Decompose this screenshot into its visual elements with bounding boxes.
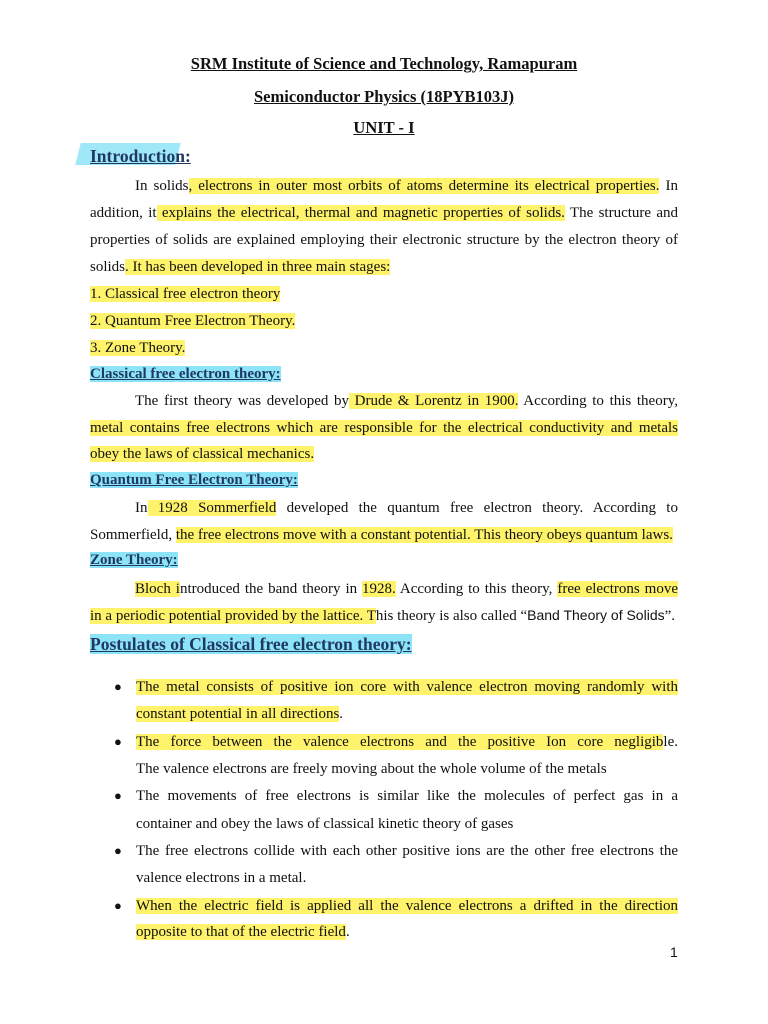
course-title: Semiconductor Physics (18PYB103J) <box>253 87 515 106</box>
zone-line-2: in a periodic potential provided by the lattice. This theory is also called “Band Theory of Solids”. <box>90 607 676 624</box>
postulate-4-line-1: The free electrons collide with each other positive ions are the other free electrons the <box>136 843 678 859</box>
postulate-5-line-2: opposite to that of the electric field. <box>136 924 350 940</box>
bullet-icon: ● <box>114 843 122 858</box>
quantum-heading: Quantum Free Electron Theory: <box>90 472 298 488</box>
bullet-icon: ● <box>114 734 122 749</box>
bullet-icon: ● <box>114 788 122 803</box>
introduction-heading: Introduction: <box>90 146 191 166</box>
classical-line-3: obey the laws of classical mechanics. <box>90 446 315 462</box>
postulate-2-line-2: The valence electrons are freely moving about the whole volume of the metals <box>136 761 607 777</box>
bullet-icon: ● <box>114 679 122 694</box>
zone-heading: Zone Theory: <box>90 552 178 568</box>
postulate-1-line-1: The metal consists of positive ion core with valence electron moving randomly with <box>136 679 678 695</box>
quantum-line-1: In 1928 Sommerfield developed the quantum free electron theory. According to <box>135 500 678 516</box>
unit-title: UNIT - I <box>353 118 415 137</box>
stage-1: 1. Classical free electron theory <box>90 286 281 302</box>
zone-line-1: Bloch introduced the band theory in 1928. According to this theory, free electrons move <box>135 581 679 597</box>
quantum-line-2: Sommerfield, the free electrons move with a constant potential. This theory obeys quantum laws. <box>90 527 673 543</box>
postulate-5-line-1: When the electric field is applied all the valence electrons a drifted in the direction <box>136 898 678 914</box>
intro-line-4: solids. It has been developed in three main stages: <box>90 259 391 275</box>
postulate-4-line-2: valence electrons in a metal. <box>136 870 307 886</box>
classical-heading: Classical free electron theory: <box>90 366 281 382</box>
page-number: 1 <box>670 944 678 960</box>
postulates-heading: Postulates of Classical free electron theory: <box>90 634 412 654</box>
classical-line-2: metal contains free electrons which are responsible for the electrical conductivity and metals <box>90 420 678 436</box>
stage-3: 3. Zone Theory. <box>90 340 186 356</box>
stage-2: 2. Quantum Free Electron Theory. <box>90 313 296 329</box>
intro-line-2: addition, it explains the electrical, thermal and magnetic properties of solids. The structure and <box>90 205 678 221</box>
intro-line-3: properties of solids are explained employing their electronic structure by the electron theory of <box>90 232 678 248</box>
postulate-2-line-1: The force between the valence electrons and the positive Ion core negligible. <box>136 734 678 750</box>
institute-title: SRM Institute of Science and Technology, Ramapuram <box>190 54 578 73</box>
intro-line-1: In solids, electrons in outer most orbits of atoms determine its electrical properties. In <box>135 178 678 194</box>
postulate-1-line-2: constant potential in all directions. <box>136 706 344 722</box>
bullet-icon: ● <box>114 898 122 913</box>
classical-line-1: The first theory was developed by Drude & Lorentz in 1900. According to this theory, <box>135 393 678 409</box>
postulate-3-line-1: The movements of free electrons is similar like the molecules of perfect gas in a <box>136 788 678 804</box>
postulate-3-line-2: container and obey the laws of classical kinetic theory of gases <box>136 816 514 832</box>
